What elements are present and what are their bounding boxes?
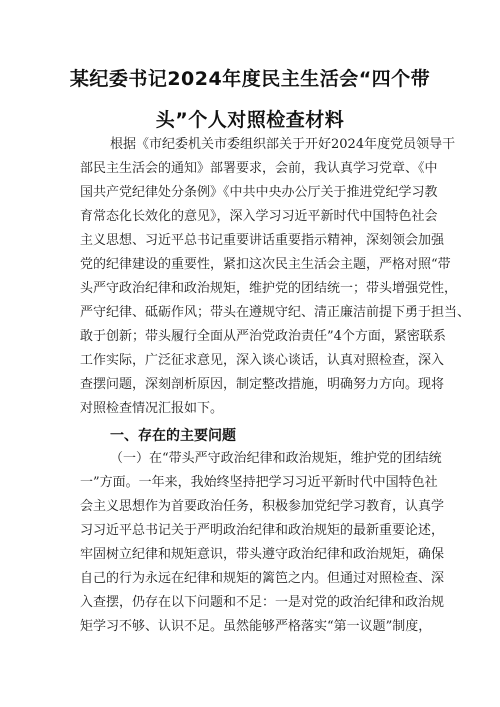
paragraph-2-line-8: 矩学习不够、认识不足。虽然能够严格落实“第一议题”制度， xyxy=(80,619,432,634)
paragraph-2-line-7: 入查摆，仍存在以下问题和不足：一是对党的政治纪律和政治规 xyxy=(80,595,445,610)
document-title-line-2: 头”个人对照检查材料 xyxy=(155,109,345,131)
paragraph-1-line-4: 育常态化长效化的意见》，深入学习习近平新时代中国特色社会 xyxy=(80,209,438,224)
paragraph-1-line-6: 党的纪律建设的重要性，紧扣这次民主生活会主题，严格对照“带 xyxy=(80,257,451,272)
paragraph-1-line-5: 主义思想、习近平总书记重要讲话重要指示精神，深刻领会加强 xyxy=(80,233,445,248)
paragraph-1-line-2: 部民主生活会的通知》部署要求，会前，我认真学习党章、《中 xyxy=(80,161,438,176)
section-heading: 一、存在的主要问题 xyxy=(110,428,236,444)
paragraph-1-line-10: 工作实际，广泛征求意见，深入谈心谈话，认真对照检查，深入 xyxy=(80,353,445,368)
paragraph-2-line-5: 牢固树立纪律和规矩意识，带头遵守政治纪律和政治规矩，确保 xyxy=(80,547,445,562)
paragraph-2-line-4: 习习近平总书记关于严明政治纪律和政治规矩的最新重要论述， xyxy=(80,523,445,538)
paragraph-1-line-1: 根据《市纪委机关市委组织部关于开好2024年度党员领导干 xyxy=(110,137,456,152)
paragraph-1-line-3: 国共产党纪律处分条例》《中共中央办公厅关于推进党纪学习教 xyxy=(80,185,438,200)
paragraph-1-line-11: 查摆问题，深刻剖析原因，制定整改措施，明确努力方向。现将 xyxy=(80,377,445,392)
paragraph-1-line-8: 严守纪律、砥砺作风；带头在遵规守纪、清正廉洁前提下勇于担当、 xyxy=(80,305,471,320)
paragraph-1-line-9: 敢于创新；带头履行全面从严治党政治责任”4个方面，紧密联系 xyxy=(80,329,446,344)
paragraph-2-line-6: 自己的行为永远在纪律和规矩的篱笆之内。但通过对照检查、深 xyxy=(80,571,445,586)
paragraph-1-line-12: 对照检查情况汇报如下。 xyxy=(80,401,224,416)
paragraph-2-line-3: 会主义思想作为首要政治任务，积极参加党纪学习教育，认真学 xyxy=(80,499,445,514)
document-title-line-1: 某纪委书记2024年度民主生活会“四个带 xyxy=(69,68,431,90)
paragraph-2-line-2: 一”方面。一年来，我始终坚持把学习习近平新时代中国特色社 xyxy=(80,475,438,490)
paragraph-1-line-7: 头严守政治纪律和政治规矩，维护党的团结统一；带头增强党性， xyxy=(80,281,458,296)
paragraph-2-line-1: （一）在“带头严守政治纪律和政治规矩，维护党的团结统 xyxy=(110,451,442,466)
